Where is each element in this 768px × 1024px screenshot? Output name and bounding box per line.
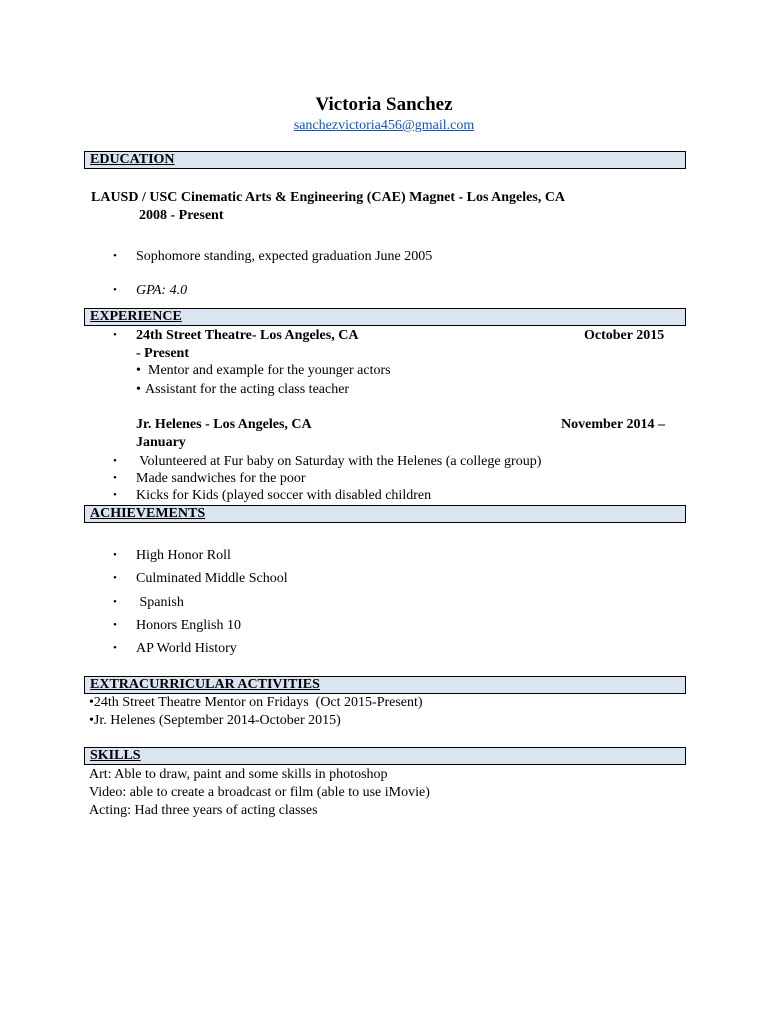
bullet-icon: • <box>113 472 117 484</box>
bullet-icon: • <box>113 642 117 654</box>
bullet-icon: • <box>113 250 117 262</box>
skill-art: Art: Able to draw, paint and some skills in photoshop <box>89 767 388 782</box>
job2-date-start: November 2014 – <box>561 417 665 432</box>
education-bullet-gpa: GPA: 4.0 <box>136 283 188 298</box>
job1-bullet-assistant: Assistant for the acting class teacher <box>145 382 350 397</box>
bullet-icon: • <box>136 363 141 378</box>
extracurricular-section-header <box>84 676 686 694</box>
school-dates: 2008 - Present <box>139 208 224 223</box>
bullet-icon: • <box>113 619 117 631</box>
achievement-item: High Honor Roll <box>136 548 231 563</box>
skills-section-header <box>84 747 686 765</box>
skill-acting: Acting: Had three years of acting classes <box>89 803 318 818</box>
job2-date-end: January <box>136 435 186 450</box>
bullet-icon: • <box>113 489 117 501</box>
education-bullet-standing: Sophomore standing, expected graduation June 2005 <box>136 249 433 264</box>
applicant-name: Victoria Sanchez <box>315 94 453 115</box>
education-section-header <box>84 151 686 169</box>
extracurricular-item: •Jr. Helenes (September 2014-October 2015) <box>89 713 341 728</box>
job2-bullet-kicks: Kicks for Kids (played soccer with disabled children <box>136 488 432 503</box>
achievements-heading: ACHIEVEMENTS <box>90 506 206 521</box>
achievement-item: AP World History <box>136 641 237 656</box>
bullet-icon: • <box>113 455 117 467</box>
job2-bullet-volunteer: Volunteered at Fur baby on Saturday with the Helenes (a college group) <box>136 454 542 469</box>
job2-bullet-sandwiches: Made sandwiches for the poor <box>136 471 306 486</box>
bullet-icon: • <box>113 329 117 341</box>
achievement-item: Honors English 10 <box>136 618 241 633</box>
bullet-icon: • <box>113 284 117 296</box>
experience-heading: EXPERIENCE <box>90 309 182 324</box>
bullet-icon: • <box>136 382 141 397</box>
extracurricular-heading: EXTRACURRICULAR ACTIVITIES <box>90 677 320 692</box>
job1-date-start: October 2015 <box>584 328 665 343</box>
bullet-icon: • <box>113 549 117 561</box>
bullet-icon: • <box>113 596 117 608</box>
extracurricular-item: •24th Street Theatre Mentor on Fridays (Oct 2015-Present) <box>89 695 423 710</box>
achievements-section-header <box>84 505 686 523</box>
achievement-item: Culminated Middle School <box>136 571 288 586</box>
job1-date-end: - Present <box>136 346 189 361</box>
skill-video: Video: able to create a broadcast or film (able to use iMovie) <box>89 785 430 800</box>
education-heading: EDUCATION <box>90 152 175 167</box>
job1-title: 24th Street Theatre- Los Angeles, CA <box>136 328 359 343</box>
achievement-item: Spanish <box>136 595 184 610</box>
skills-heading: SKILLS <box>90 748 141 763</box>
job2-title: Jr. Helenes - Los Angeles, CA <box>136 417 312 432</box>
experience-section-header <box>84 308 686 326</box>
job1-bullet-mentor: Mentor and example for the younger actors <box>148 363 391 378</box>
school-name: LAUSD / USC Cinematic Arts & Engineering (CAE) Magnet - Los Angeles, CA <box>91 190 566 205</box>
email-link[interactable]: sanchezvictoria456@gmail.com <box>293 118 475 133</box>
bullet-icon: • <box>113 572 117 584</box>
